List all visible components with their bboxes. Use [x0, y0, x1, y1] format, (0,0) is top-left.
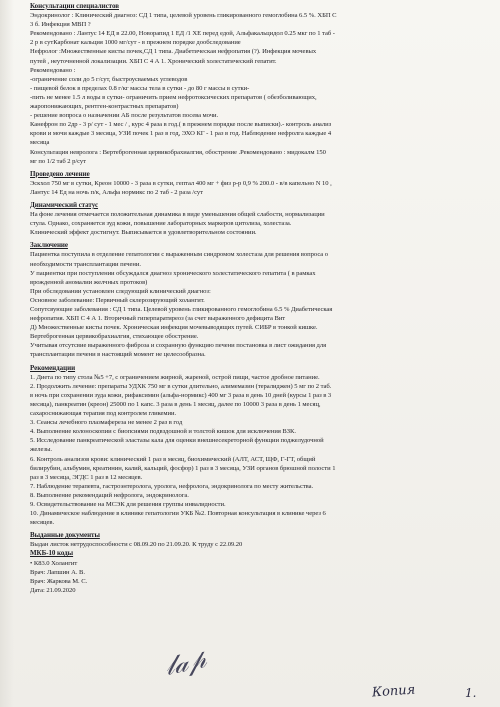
text-line: трансплантации печени в настоящий момент не целесообразна. [30, 351, 206, 359]
text-line: 3. Сеансы лечебного плазмафереза не менее 2 раз в год [30, 419, 183, 427]
text-line: При обследовании установлен следующий клинический диагноз: [30, 287, 211, 295]
text-line: нефропатия. ХБП С 4 А 1. Вторичный гиперпаратиреоз (за счет выраженного дефицита Вит [30, 315, 286, 323]
text-line: Эндокринолог : Клинический диагноз: СД 1 типа, целевой уровень гликированного гемоглобина 6.5 %. ХБП С [30, 12, 337, 20]
text-line: -пить не менее 1.5 л воды в сутки- ограничить прием нефротоксических препаратов ( обезболивающих, [30, 93, 317, 101]
text-line: Эскхол 750 мг в сутки, Креон 10000 - 3 раза в сутки, гептал 400 мг + физ р-р 0,9 % 200.0 - в/в капельно N 10 , [30, 179, 332, 187]
text-line: Клинический эффект достигнут. Выписывается в удовлетворительном состоянии. [30, 229, 257, 237]
text-line: крови и мочи каждые 3 месяца, УЗИ почек 1 раз в год, ЭХО КГ - 1 раз в год. Наблюдение нефролга каждые 4 [30, 130, 332, 138]
text-line: 8. Выполнение рекомендаций нефролога, эндокринолога. [30, 491, 189, 499]
text-line: 5. Исследование панкреатической эластазы кала для оценки внешнесекреторной функции поджелудочной [30, 437, 324, 445]
text-line: сахароснижающая терапия под контролем гликемии. [30, 410, 177, 418]
text-line: Учитывая отсутсвие выраженного фиброза и сохранную функцию печени постановка в лист ожидания для [30, 342, 327, 350]
text-line: Лантус 14 Ед на ночь п/к, Альфа нормикс по 2 таб - 2 раза /сут [30, 188, 203, 196]
text-line: Канефрон по 2др - 3 р/ сут - 1 мес / , курс 4 раза в год.( в прежнем порядке после выписки).- контроль анализ [30, 121, 332, 129]
text-line: 2. Продолжить лечение: препараты УДХК 750 мг в сутки длительно, алимемазин (тералиджен) 5 мг по 2 таб. [30, 382, 332, 390]
text-line: путей , неуточненной локализации. ХБП С 4 А 1. Хронический холестатический гепатит. [30, 57, 277, 65]
handwritten-copy-note: Копия [371, 682, 416, 701]
text-line: - пищевой белок в пределах 0.8 г/кг массы тела в сутки - до 80 г массы в сутки- [30, 84, 250, 92]
text-line: 9. Освидетельствование на МСЭК для решения группы инвалидности. [30, 500, 226, 508]
text-line: -ограничение соли до 5 г/сут, быстроусваемых углеводов [30, 75, 188, 83]
text-line: На фоне лечения отмечается положительная динамика в виде уменьшения общей слабости, нормализации [30, 211, 325, 219]
section-heading: Выданные документы [30, 531, 100, 540]
section-heading: Динамический статус [30, 200, 99, 209]
text-line: Врач: Жаркова М. С. [30, 577, 88, 585]
text-line: 4. Выполнение колоноскопии с биопсиями подвздошной и толстой кишок для исключения ВЗК. [30, 428, 296, 436]
text-line: билирубин, альбумин, креатинин, калий, кальций, фосфор) 1 раз в 3 месяца, УЗИ органов брюшной полости 1 [30, 464, 336, 472]
section-heading: Проведено лечение [30, 169, 90, 178]
text-line: Основное заболевание: Первичный склерозирующий холангит. [30, 296, 205, 304]
text-line: месяца), панкреатин (креон) 25000 по 1 капс. 3 раза в день 1 месяц, далее по 10000 3 раза в день 1 месяц, [30, 400, 321, 408]
text-line: врожденной аномалии желчных протоков) [30, 278, 148, 286]
text-line: - решение вопроса о назначении АБ после результатов посева мочи. [30, 112, 219, 120]
text-line: мг по 1/2 таб 2 р/сут [30, 157, 87, 165]
text-line: Д) Множественные кисты почек. Хроническая инфекция мочевыводящих путей. СИБР в тонкой кишке. [30, 324, 318, 332]
section-heading: Рекомендации [30, 363, 76, 372]
text-line: Сопутсвующие заболевания : СД 1 типа. Целевой уровень гликированного гемоглобина 6.5 % Диабетическая [30, 306, 333, 313]
text-line: 3 б. Инфекция МВП ? [30, 21, 91, 29]
text-line: Выдан листок нетрудоспособности с 08.09.20 по 21.09.20. К труду с 22.09.20 [30, 541, 243, 549]
text-line: Нефролог :Множественные кисты почек,СД 1 типа. Диабетическая нефропатия (?). Инфекция мочевых [30, 48, 317, 56]
text-line: железы. [30, 446, 53, 454]
text-line: Пациентка поступила в отделение гепатологии с выраженным синдромом холестаза для решения вопроса о [30, 251, 328, 259]
text-line: раз в 3 месяца, ЭГДС 1 раз в 12 месяцев. [30, 473, 143, 481]
text-line: Вертеброгенная цервикобрахиалгия, стихающее обострение. [30, 333, 199, 341]
text-line: У пациентки при поступлении обсуждался диагноз хронического холестатического гепатита ( в рамках [30, 269, 316, 277]
text-line: Консультация невролога : Вертеброгенная цервикобрахиалгия, обострение .Рекомендовано : мидокалм 150 [30, 148, 326, 156]
text-line: Дата: 21.09.2020 [30, 586, 76, 594]
text-line: жаропонижающих, рентген-контрастных препаратов) [30, 103, 179, 111]
text-line: • К83.0 Холангит [30, 559, 78, 567]
text-line: 1. Диета по типу стола №5 +7, с ограничением жирной, жареной, острой пищи, частое дробное питание. [30, 373, 320, 381]
scan-shadow-edge [0, 0, 14, 707]
document-text-body [30, 2, 492, 595]
text-line: месяцев. [30, 519, 55, 527]
text-line: Рекомендовано : Лантус 14 ЕД в 22.00, Новорапид 1 ЕД /1 ХЕ перед едой, Альфакальцидол 0.25 мкг по 1 таб - [30, 30, 335, 38]
text-line: в ночь при сохранении зуда кожи, рифаксимин (альфа-нормикс) 400 мг 3 раза в день 10 дней (курсы 1 раз в 3 [30, 391, 332, 399]
text-line: стула. Однако, сохраняется зуд кожи, повышение лабораторных маркеров цитолиза, холестаза. [30, 220, 292, 228]
text-line: месяца [30, 139, 50, 147]
text-line: 6. Контроль анализов крови: клинический 1 раз в месяц, биохимический (АЛТ, АСТ, ЩФ, Г-ГТ, общий [30, 455, 316, 463]
text-line: 7. Наблюдение терапевта, гастроэнтеролога, уролога, нефролога, эндокринолога по месту жительства. [30, 482, 314, 490]
text-line: Рекомендовано : [30, 66, 76, 74]
text-line: 2 р в сутКарбонат кальция 1000 мг/сут - в прежнем порядке дообследование [30, 39, 241, 47]
text-line: Врач: Лапшин А. В. [30, 568, 85, 576]
text-line: необходимости трансплантации печени. [30, 260, 141, 268]
handwritten-copy-number: 1. [465, 686, 477, 700]
section-heading: МКБ-10 коды [30, 549, 74, 558]
handwritten-signature: 𝓁𝒶𝓅 [162, 644, 210, 682]
section-heading: Заключение [30, 241, 68, 250]
text-line: 10. Динамическое наблюдение в клинике гепатологии УКБ №2. Повторная консультация в клинике через 6 [30, 510, 326, 518]
section-heading: Консультации специалистов [30, 2, 119, 10]
